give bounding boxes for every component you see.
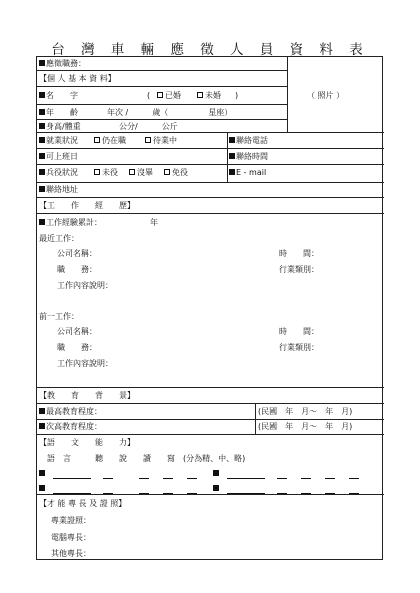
paren-open: ( (147, 91, 151, 100)
prev-time-label: 時 間： (279, 327, 319, 336)
language-line (187, 478, 197, 479)
phone-label: 聯絡電話 (229, 136, 268, 146)
last-company-label: 公司名稱： (57, 249, 97, 258)
rule (37, 197, 384, 198)
photo-placeholder: （ 照片 ） (307, 91, 345, 100)
column-divider (255, 403, 256, 434)
certificates-label: 專業證照： (51, 516, 91, 525)
language-row-marker (213, 484, 220, 494)
language-line (187, 493, 197, 494)
rule (37, 419, 384, 420)
work-years-unit: 年 (150, 218, 158, 227)
rule (37, 434, 384, 435)
second-education-period: (民國 年 月～ 年 月) (258, 422, 353, 431)
other-skills-label: 其他專長： (51, 549, 91, 558)
employed-checkbox[interactable]: 仍在職 (94, 136, 126, 146)
work-section-header: 【工 作 經 歷】 (39, 201, 135, 210)
last-title-label: 職 務： (57, 265, 97, 274)
education-section-header: 【教 育 背 景】 (39, 391, 135, 400)
exempt-checkbox[interactable]: 免役 (164, 168, 188, 178)
language-line (349, 493, 359, 494)
last-industry-label: 行業類別： (279, 265, 319, 274)
photo-column-divider (287, 57, 288, 132)
rule (37, 213, 384, 214)
language-columns: 語 言 聽 說 讀 寫 (分為精、中、略) (47, 454, 246, 463)
language-line (103, 478, 113, 479)
highest-education-period: (民國 年 月～ 年 月) (258, 407, 353, 416)
employment-label: 就業狀況 (39, 136, 78, 146)
language-section-header: 【語 文 能 力】 (39, 438, 135, 447)
position-label: 應徵職務： (39, 59, 86, 69)
highest-education-label: 最高教育程度： (39, 407, 102, 417)
rule (37, 148, 384, 149)
last-description-label: 工作內容說明： (57, 281, 113, 290)
served-checkbox[interactable]: 沒畢 (129, 168, 153, 178)
age-fields: 年次 / 歲（ 星座） (107, 108, 233, 117)
not-served-checkbox[interactable]: 未役 (94, 168, 118, 178)
skills-section-header: 【才 能 專 長 及 證 照】 (39, 499, 127, 508)
waiting-checkbox[interactable]: 待業中 (145, 136, 177, 146)
language-line (139, 493, 149, 494)
language-line (277, 493, 287, 494)
prev-description-label: 工作內容說明： (57, 359, 113, 368)
prev-industry-label: 行業類別： (279, 343, 319, 352)
language-line (301, 478, 311, 479)
language-line (349, 478, 359, 479)
language-row-marker (39, 469, 46, 479)
language-line (325, 478, 335, 479)
language-line (227, 478, 265, 479)
language-line (277, 478, 287, 479)
email-label: E - mail (229, 168, 266, 178)
prev-title-label: 職 務： (57, 343, 97, 352)
age-label: 年 齡 (39, 108, 78, 118)
single-checkbox[interactable]: 未婚 (197, 91, 221, 101)
form-title: 台 灣 車 輛 應 徵 人 員 資 料 表 (51, 42, 369, 58)
language-line (227, 493, 265, 494)
rule (37, 494, 384, 495)
application-form (36, 56, 383, 560)
work-years-label: 工作經驗累計： (39, 218, 102, 228)
language-line (53, 478, 91, 479)
rule (37, 70, 287, 71)
second-education-label: 次高教育程度： (39, 422, 102, 432)
language-line (53, 493, 91, 494)
language-line (163, 478, 173, 479)
language-row-marker (213, 469, 220, 479)
rule (37, 164, 384, 165)
language-line (139, 478, 149, 479)
rule (37, 104, 287, 105)
language-row-marker (39, 484, 46, 494)
rule (37, 403, 384, 404)
last-job-label: 最近工作： (39, 234, 79, 243)
prev-job-label: 前一工作： (39, 312, 79, 321)
rule (37, 387, 384, 388)
start-date-label: 可上班日 (39, 152, 78, 162)
contact-time-label: 聯絡時間 (229, 152, 268, 162)
rule (37, 86, 287, 87)
address-label: 聯絡地址 (39, 185, 78, 195)
rule (37, 132, 384, 133)
height-weight-fields: 公分/ 公斤 (119, 122, 178, 131)
military-label: 兵役狀況 (39, 168, 78, 178)
language-line (301, 493, 311, 494)
name-label: 名 字 (39, 91, 78, 101)
married-checkbox[interactable]: 已婚 (157, 91, 181, 101)
computer-skills-label: 電腦專長： (51, 533, 91, 542)
paren-close: ) (235, 91, 239, 100)
height-weight-label: 身高/體重 (39, 122, 81, 132)
basic-section-header: 【個 人 基 本 資 料】 (39, 74, 116, 83)
last-time-label: 時 間： (279, 249, 319, 258)
language-line (325, 493, 335, 494)
language-line (163, 493, 173, 494)
prev-company-label: 公司名稱： (57, 327, 97, 336)
rule (37, 182, 384, 183)
column-divider (227, 132, 228, 182)
language-line (103, 493, 113, 494)
rule (37, 119, 287, 120)
